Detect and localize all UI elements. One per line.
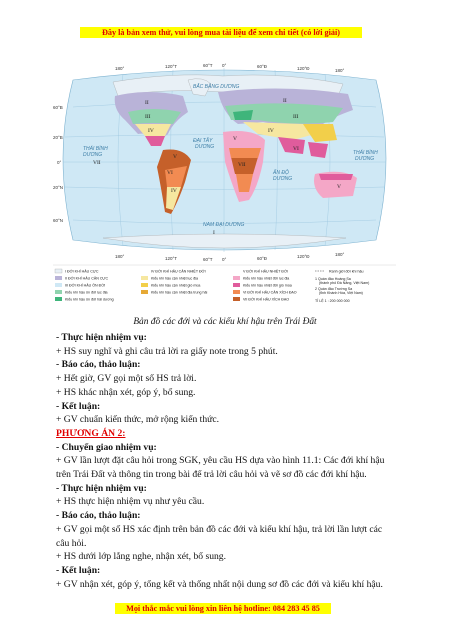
svg-text:(thành phố Đà Nẵng, Việt Nam): (thành phố Đà Nẵng, Việt Nam): [319, 281, 370, 285]
svg-text:III: III: [145, 114, 151, 120]
svg-text:IV: IV: [171, 188, 177, 194]
svg-text:III ĐỚI KHÍ HẬU ÔN ĐỚI: III ĐỚI KHÍ HẬU ÔN ĐỚI: [65, 283, 106, 288]
ocean-label: THÁI BÌNH: [353, 150, 378, 156]
svg-text:60°Đ: 60°Đ: [257, 256, 268, 261]
body-line: + GV nhận xét, góp ý, tổng kết và thống nhất nội dung sơ đồ các đới và kiểu khí hậu.: [56, 578, 383, 590]
svg-text:IV ĐỚI KHÍ HẬU CẬN NHIỆT ĐỚI: IV ĐỚI KHÍ HẬU CẬN NHIỆT ĐỚI: [151, 269, 206, 274]
ocean-label: ẤN ĐỘ: [273, 170, 289, 176]
body-line: + HS dưới lớp lắng nghe, nhận xét, bổ sung.: [56, 551, 226, 563]
svg-text:180°: 180°: [335, 68, 345, 73]
ocean-label: NAM ĐẠI DƯƠNG: [203, 222, 245, 228]
svg-text:(tỉnh Khánh Hòa, Việt Nam): (tỉnh Khánh Hòa, Việt Nam): [319, 291, 363, 295]
svg-text:V: V: [233, 136, 237, 142]
section-heading: - Thực hiện nhiệm vụ:: [56, 332, 147, 343]
svg-text:120°T: 120°T: [165, 256, 178, 261]
svg-text:120°T: 120°T: [165, 64, 178, 69]
svg-text:Kiểu khí hậu nhiệt đới lục địa: Kiểu khí hậu nhiệt đới lục địa: [243, 276, 290, 281]
ocean-label: DƯƠNG: [195, 144, 215, 150]
svg-text:20°B: 20°B: [53, 135, 63, 140]
svg-text:VI ĐỚI KHÍ HẬU CẬN XÍCH ĐẠO: VI ĐỚI KHÍ HẬU CẬN XÍCH ĐẠO: [243, 290, 297, 295]
svg-text:Kiểu khí hậu cận nhiệt gió mùa: Kiểu khí hậu cận nhiệt gió mùa: [151, 283, 201, 288]
ocean-label: DƯƠNG: [273, 176, 293, 182]
ocean-label: THÁI BÌNH: [83, 146, 108, 152]
section-heading: - Chuyển giao nhiệm vụ:: [56, 441, 157, 453]
svg-text:120°Đ: 120°Đ: [297, 66, 310, 71]
svg-text:II ĐỚI KHÍ HẬU CẬN CỰC: II ĐỚI KHÍ HẬU CẬN CỰC: [65, 276, 109, 281]
svg-text:II: II: [283, 98, 287, 104]
svg-text:180°: 180°: [335, 252, 345, 257]
svg-text:0°: 0°: [222, 63, 227, 68]
option-heading: PHƯƠNG ÁN 2:: [56, 427, 126, 439]
svg-text:180°: 180°: [115, 66, 125, 71]
svg-text:Kiểu khí hậu nhiệt đới gió mùa: Kiểu khí hậu nhiệt đới gió mùa: [243, 283, 292, 288]
svg-text:Kiểu khí hậu ôn đới lục địa: Kiểu khí hậu ôn đới lục địa: [65, 290, 108, 295]
ocean-label: BẮC BĂNG DƯƠNG: [193, 84, 240, 90]
svg-text:I: I: [213, 230, 215, 236]
svg-text:V: V: [173, 154, 177, 160]
svg-text:VII ĐỚI KHÍ HẬU XÍCH ĐẠO: VII ĐỚI KHÍ HẬU XÍCH ĐẠO: [243, 297, 290, 302]
svg-text:180°: 180°: [115, 254, 125, 259]
svg-text:Kiểu khí hậu ôn đới hải dương: Kiểu khí hậu ôn đới hải dương: [65, 297, 114, 302]
svg-text:1 Quần đảo Hoàng Sa: 1 Quần đảo Hoàng Sa: [315, 277, 351, 281]
svg-text:Kiểu khí hậu cận nhiệt địa tru: Kiểu khí hậu cận nhiệt địa trung hải: [151, 290, 208, 295]
svg-text:TỈ LỆ 1 : 200 000 000: TỈ LỆ 1 : 200 000 000: [315, 299, 350, 303]
svg-text:V: V: [337, 184, 341, 190]
section-heading: - Kết luận:: [56, 400, 101, 412]
body-line: + GV lần lượt đặt câu hỏi trong SGK, yêu cầu HS dựa vào hình 11.1: Các đới khí hậu trên Trái Đất và thông tin trong bài để trả lời câu hỏi và vẽ sơ đồ các đới khí hậu.: [56, 455, 385, 481]
svg-text:20°N: 20°N: [53, 185, 64, 190]
section-heading: - Thực hiện nhiệm vụ:: [56, 482, 147, 494]
climate-zone-map: [53, 62, 396, 314]
body-line: + HS thực hiện nhiệm vụ như yêu cầu.: [56, 496, 205, 508]
svg-text:60°N: 60°N: [53, 218, 64, 223]
section-heading: - Kết luận:: [56, 564, 101, 576]
map-caption: Bản đồ các đới và các kiểu khí hậu trên Trái Đất: [133, 317, 317, 327]
svg-text:I ĐỚI KHÍ HẬU CỰC: I ĐỚI KHÍ HẬU CỰC: [65, 269, 99, 274]
lesson-body: [56, 331, 396, 591]
body-line: + Hết giờ, GV gọi một số HS trả lời.: [56, 373, 197, 385]
section-heading: - Báo cáo, thảo luận:: [56, 510, 141, 522]
svg-text:120°Đ: 120°Đ: [297, 254, 310, 259]
svg-text:0°: 0°: [222, 257, 227, 262]
section-heading: - Báo cáo, thảo luận:: [56, 359, 141, 371]
svg-text:0°: 0°: [57, 160, 62, 165]
ocean-label: DƯƠNG: [83, 152, 103, 158]
svg-text:Kiểu khí hậu cận nhiệt lục địa: Kiểu khí hậu cận nhiệt lục địa: [151, 276, 198, 281]
svg-text:VII: VII: [93, 160, 101, 166]
svg-text:VI: VI: [167, 170, 173, 176]
svg-text:60°T: 60°T: [203, 257, 213, 262]
svg-text:VII: VII: [238, 162, 246, 168]
svg-text:2 Quần đảo Trường Sa: 2 Quần đảo Trường Sa: [315, 287, 353, 291]
ocean-label: ĐẠI TÂY: [193, 138, 213, 144]
body-line: + GV chuẩn kiến thức, mở rộng kiến thức.: [56, 414, 219, 426]
svg-text:60°T: 60°T: [203, 63, 213, 68]
svg-text:IV: IV: [148, 128, 154, 134]
svg-text:V ĐỚI KHÍ HẬU NHIỆT ĐỚI: V ĐỚI KHÍ HẬU NHIỆT ĐỚI: [243, 269, 289, 274]
world-climate-map: [53, 62, 396, 314]
body-line: + HS suy nghĩ và ghi câu trả lời ra giấy note trong 5 phút.: [56, 345, 278, 357]
svg-text:IV: IV: [268, 128, 274, 134]
svg-text:VI: VI: [293, 146, 299, 152]
svg-text:60°B: 60°B: [53, 105, 63, 110]
body-line: + GV gọi một số HS xác định trên bản đồ các đới và kiểu khí hậu, trả lời lần lượt các câu hỏi.: [56, 523, 383, 549]
ocean-label: DƯƠNG: [355, 156, 375, 162]
hotline-notice: Mọi thắc mắc vui lòng xin liên hệ hotline: 084 283 45 85: [115, 603, 331, 614]
preview-notice: Đây là bản xem thử, vui lòng mua tài liệu để xem chi tiết (có lời giải): [80, 27, 362, 38]
svg-text:Ranh giới đới khí hậu: Ranh giới đới khí hậu: [329, 269, 364, 274]
body-line: + HS khác nhận xét, góp ý, bổ sung.: [56, 386, 196, 398]
svg-text:60°Đ: 60°Đ: [257, 64, 268, 69]
svg-text:III: III: [293, 114, 299, 120]
svg-text:II: II: [145, 100, 149, 106]
